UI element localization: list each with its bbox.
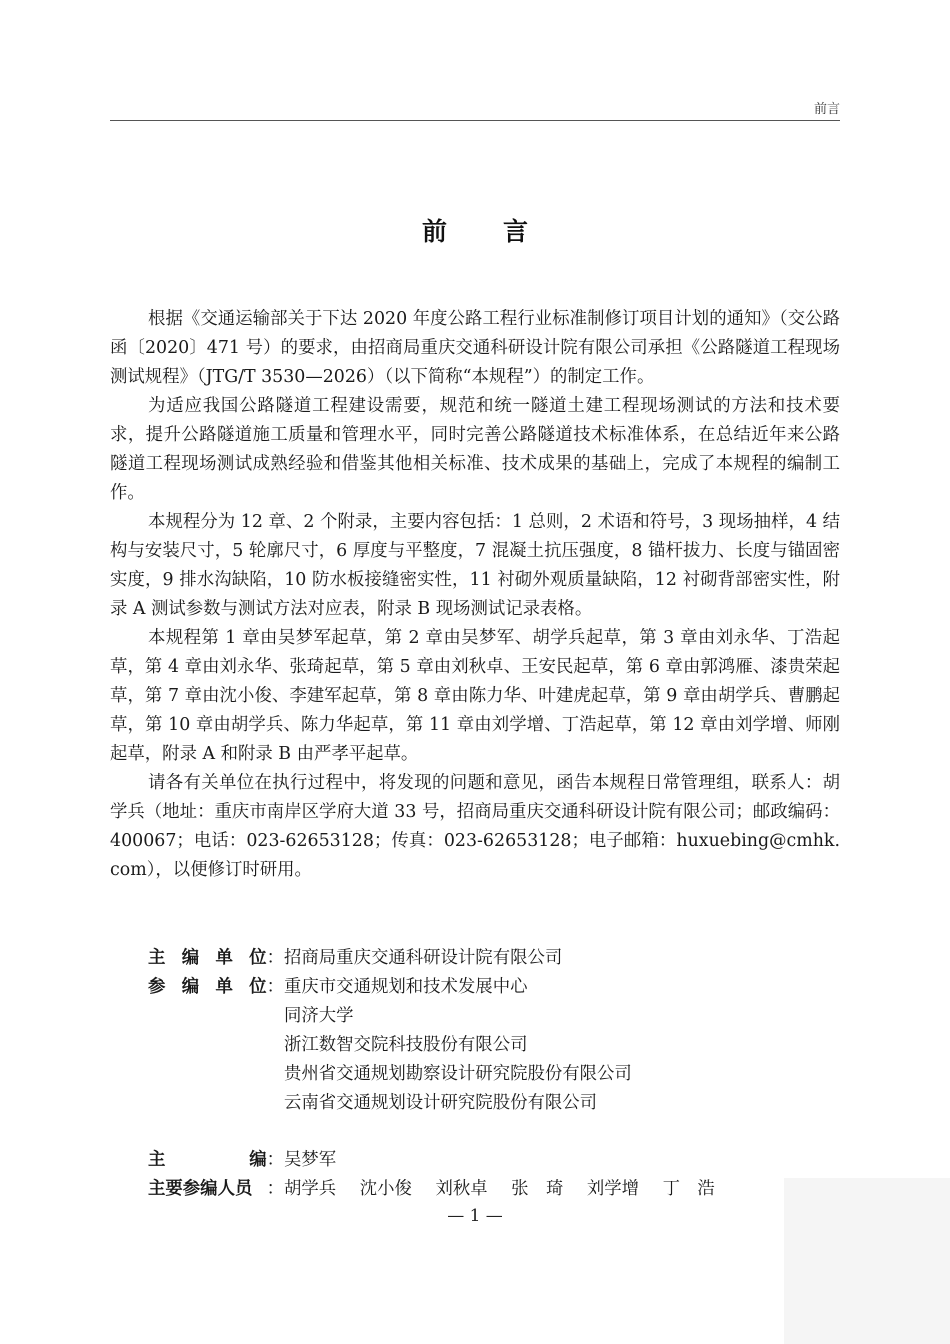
participants-row: [148, 1175, 788, 1204]
participant-name: 刘秋卓: [435, 1179, 488, 1199]
chief-editor-label: [148, 1146, 284, 1175]
chief-unit-row: [148, 944, 788, 973]
participating-unit-name: 浙江数智交院科技股份有限公司: [284, 1035, 528, 1055]
label-char: 主: [148, 1150, 166, 1170]
participant-name: 丁 浩: [662, 1179, 715, 1199]
chief-unit-values: [284, 944, 562, 973]
participating-unit-name: 同济大学: [284, 1006, 354, 1026]
label-char: 单: [215, 977, 233, 997]
label-char: 编: [181, 977, 200, 997]
paragraph-contact: 请各有关单位在执行过程中，将发现的问题和意见，函告本规程日常管理组，联系人：胡学兵（地址：重庆市南岸区学府大道 33 号，招商局重庆交通科研设计院有限公司；邮政编码：400067；电话：023-62653128；传真：023-62653128；电子邮箱：huxuebing@cmhk. com），以便修订时研用。: [110, 773, 840, 880]
chief-unit-name: 招商局重庆交通科研设计院有限公司: [284, 948, 563, 968]
label-char: 位：: [249, 977, 284, 997]
participant-name: 张 琦: [511, 1179, 564, 1199]
paragraph-purpose: 为适应我国公路隧道工程建设需要，规范和统一隧道土建工程现场测试的方法和技术要求，提升公路隧道施工质量和管理水平，同时完善公路隧道技术标准体系，在总结近年来公路隧道工程现场测试成熟经验和借鉴其他相关标准、技术成果的基础上，完成了本规程的编制工作。: [110, 396, 840, 503]
label-char: 主: [148, 948, 166, 968]
chief-editor-row: [148, 1146, 788, 1175]
participant-name: 胡学兵: [284, 1179, 337, 1199]
chief-editor-values: [284, 1146, 336, 1175]
running-header: [110, 96, 840, 121]
label-char: 编: [181, 948, 200, 968]
chief-unit-label: [148, 944, 284, 973]
label-char: 编：: [249, 1150, 284, 1170]
editor-list: [148, 1146, 788, 1204]
participant-name: 刘学增: [586, 1179, 640, 1199]
paragraph-contents: 本规程分为 12 章、2 个附录，主要内容包括：1 总则，2 术语和符号，3 现场抽样，4 结构与安装尺寸，5 轮廓尺寸，6 厚度与平整度，7 混凝土抗压强度，8 锚杆拔力、长度与锚固密实度，9 排水沟缺陷，10 防水板接缝密实性，11 衬砌外观质量缺陷，12 衬砌背部密实性，附录 A 测试参数与测试方法对应表，附录 B 现场测试记录表格。: [110, 512, 840, 619]
label-char: 参: [148, 977, 166, 997]
organization-list: [148, 944, 788, 1118]
scan-corner-shade: [784, 1178, 950, 1344]
paragraph-basis: 根据《交通运输部关于下达 2020 年度公路工程行业标准制修订项目计划的通知》（交公路函〔2020〕471 号）的要求，由招商局重庆交通科研设计院有限公司承担《公路隧道工程现场测试规程》（JTG/T 3530—2026）（以下简称“本规程”）的制定工作。: [110, 309, 840, 387]
page-number: — 1 —: [447, 1206, 503, 1226]
page-title: 前言: [421, 217, 584, 246]
participant-name: 沈小俊: [359, 1179, 412, 1199]
participants-names: [284, 1175, 733, 1204]
label-char: 单: [215, 948, 233, 968]
label-char: 位：: [249, 948, 284, 968]
participating-unit-label: [148, 973, 284, 1118]
participating-unit-name: 贵州省交通规划勘察设计研究院股份有限公司: [284, 1064, 632, 1084]
running-header-title: 前言: [813, 102, 840, 117]
preface-body: [110, 305, 840, 885]
participants-label-text: 主要参编人员: [148, 1179, 253, 1199]
participating-unit-values: [284, 973, 632, 1118]
participating-unit-row: [148, 973, 788, 1118]
participating-unit-name: 重庆市交通规划和技术发展中心: [284, 977, 528, 997]
chief-editor-name: 吴梦军: [284, 1150, 337, 1170]
participants-label: [148, 1175, 284, 1204]
paragraph-drafters: 本规程第 1 章由吴梦军起草，第 2 章由吴梦军、胡学兵起草，第 3 章由刘永华、丁浩起草，第 4 章由刘永华、张琦起草，第 5 章由刘秋卓、王安民起草，第 6 章由郭鸿雁、漆贵荣起草，第 7 章由沈小俊、李建军起草，第 8 章由陈力华、叶建虎起草，第 9 章由胡学兵、曹鹏起草，第 10 章由胡学兵、陈力华起草，第 11 章由刘学增、丁浩起草，第 12 章由刘学增、师刚起草，附录 A 和附录 B 由严孝平起草。: [110, 628, 840, 764]
participating-unit-name: 云南省交通规划设计研究院股份有限公司: [284, 1093, 598, 1113]
label-colon: ：: [266, 1179, 284, 1199]
